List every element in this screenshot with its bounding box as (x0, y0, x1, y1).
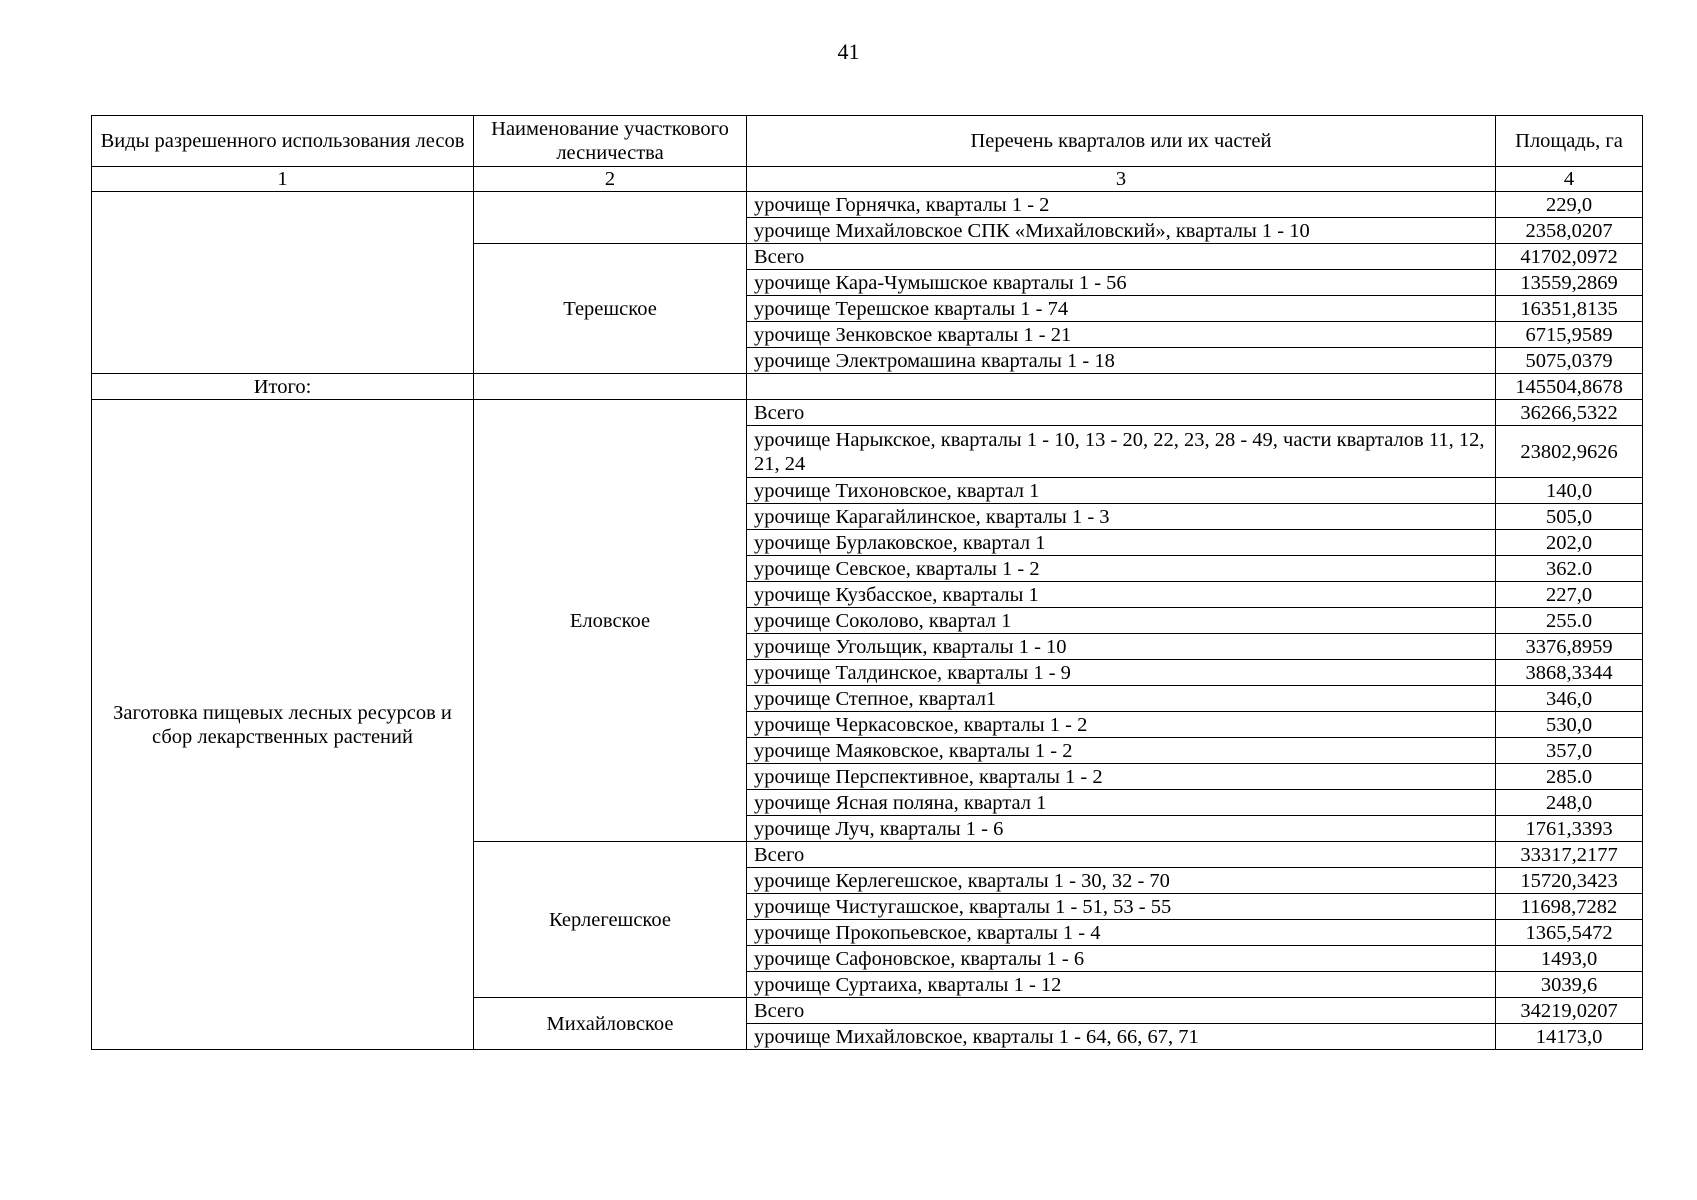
area-cell: 530,0 (1496, 712, 1643, 738)
area-cell: 285.0 (1496, 764, 1643, 790)
area-cell: 202,0 (1496, 530, 1643, 556)
quarters-cell: урочище Зенковское кварталы 1 - 21 (747, 322, 1496, 348)
area-cell: 11698,7282 (1496, 894, 1643, 920)
district-name-elovskoe: Еловское (474, 400, 747, 842)
column-number: 3 (747, 167, 1496, 192)
area-cell: 14173,0 (1496, 1024, 1643, 1050)
area-cell: 3376,8959 (1496, 634, 1643, 660)
area-cell: 227,0 (1496, 582, 1643, 608)
quarters-cell: урочище Карагайлинское, кварталы 1 - 3 (747, 504, 1496, 530)
header-area: Площадь, га (1496, 116, 1643, 167)
quarters-cell: урочище Электромашина кварталы 1 - 18 (747, 348, 1496, 374)
quarters-cell-empty (747, 374, 1496, 400)
table-row (92, 400, 1643, 426)
quarters-cell: урочище Севское, кварталы 1 - 2 (747, 556, 1496, 582)
quarters-cell: урочище Кузбасское, кварталы 1 (747, 582, 1496, 608)
district-cell-empty (474, 374, 747, 400)
area-cell: 2358,0207 (1496, 218, 1643, 244)
quarters-cell: урочище Угольщик, кварталы 1 - 10 (747, 634, 1496, 660)
area-cell: 1365,5472 (1496, 920, 1643, 946)
quarters-cell: урочище Керлегешское, кварталы 1 - 30, 32 - 70 (747, 868, 1496, 894)
quarters-cell: урочище Михайловское СПК «Михайловский», кварталы 1 - 10 (747, 218, 1496, 244)
quarters-cell: урочище Талдинское, кварталы 1 - 9 (747, 660, 1496, 686)
area-cell: 34219,0207 (1496, 998, 1643, 1024)
area-cell: 229,0 (1496, 192, 1643, 218)
quarters-cell: урочище Тихоновское, квартал 1 (747, 478, 1496, 504)
quarters-cell: урочище Перспективное, кварталы 1 - 2 (747, 764, 1496, 790)
quarters-cell: урочище Нарыкское, кварталы 1 - 10, 13 - 20, 22, 23, 28 - 49, части кварталов 11, 12, 21, 24 (747, 426, 1496, 478)
column-number-row (92, 167, 1643, 192)
forest-use-table (91, 115, 1643, 1050)
area-cell: 41702,0972 (1496, 244, 1643, 270)
table-header-row (92, 116, 1643, 167)
area-cell: 362.0 (1496, 556, 1643, 582)
area-cell: 23802,9626 (1496, 426, 1643, 478)
area-cell: 3039,6 (1496, 972, 1643, 998)
area-cell: 3868,3344 (1496, 660, 1643, 686)
area-cell: 255.0 (1496, 608, 1643, 634)
area-cell: 248,0 (1496, 790, 1643, 816)
quarters-cell: Всего (747, 998, 1496, 1024)
quarters-cell: урочище Суртаиха, кварталы 1 - 12 (747, 972, 1496, 998)
quarters-cell: Всего (747, 244, 1496, 270)
quarters-cell: урочище Кара-Чумышское кварталы 1 - 56 (747, 270, 1496, 296)
quarters-cell: урочище Прокопьевское, кварталы 1 - 4 (747, 920, 1496, 946)
area-cell: 5075,0379 (1496, 348, 1643, 374)
page-number: 41 (837, 39, 860, 64)
quarters-cell: урочище Сафоновское, кварталы 1 - 6 (747, 946, 1496, 972)
header-quarters: Перечень кварталов или их частей (747, 116, 1496, 167)
total-label: Итого: (92, 374, 474, 400)
quarters-cell: урочище Ясная поляна, квартал 1 (747, 790, 1496, 816)
use-type-food-resources: Заготовка пищевых лесных ресурсов и сбор лекарственных растений (92, 400, 474, 1050)
district-name-kerlegeshskoe: Керлегешское (474, 842, 747, 998)
column-number: 1 (92, 167, 474, 192)
area-cell: 140,0 (1496, 478, 1643, 504)
column-number: 4 (1496, 167, 1643, 192)
header-district: Наименование участкового лесничества (474, 116, 747, 167)
area-cell: 13559,2869 (1496, 270, 1643, 296)
area-cell: 1493,0 (1496, 946, 1643, 972)
quarters-cell: урочище Терешское кварталы 1 - 74 (747, 296, 1496, 322)
area-cell: 6715,9589 (1496, 322, 1643, 348)
use-type-cell-empty (92, 192, 474, 374)
area-cell: 357,0 (1496, 738, 1643, 764)
area-cell: 346,0 (1496, 686, 1643, 712)
area-cell: 505,0 (1496, 504, 1643, 530)
quarters-cell: урочище Черкасовское, кварталы 1 - 2 (747, 712, 1496, 738)
total-row (92, 374, 1643, 400)
area-cell: 36266,5322 (1496, 400, 1643, 426)
area-cell: 33317,2177 (1496, 842, 1643, 868)
quarters-cell: урочище Степное, квартал1 (747, 686, 1496, 712)
table-row (92, 192, 1643, 218)
area-cell: 15720,3423 (1496, 868, 1643, 894)
quarters-cell: урочище Луч, кварталы 1 - 6 (747, 816, 1496, 842)
quarters-cell: урочище Чистугашское, кварталы 1 - 51, 53 - 55 (747, 894, 1496, 920)
quarters-cell: Всего (747, 400, 1496, 426)
area-cell: 1761,3393 (1496, 816, 1643, 842)
quarters-cell: урочище Бурлаковское, квартал 1 (747, 530, 1496, 556)
quarters-cell: Всего (747, 842, 1496, 868)
quarters-cell: урочище Горнячка, кварталы 1 - 2 (747, 192, 1496, 218)
quarters-cell: урочище Соколово, квартал 1 (747, 608, 1496, 634)
quarters-cell: урочище Маяковское, кварталы 1 - 2 (747, 738, 1496, 764)
column-number: 2 (474, 167, 747, 192)
quarters-cell: урочище Михайловское, кварталы 1 - 64, 66, 67, 71 (747, 1024, 1496, 1050)
header-use-type: Виды разрешенного использования лесов (92, 116, 474, 167)
district-name-tereshskoe: Терешское (474, 244, 747, 374)
district-name-mikhailovskoe: Михайловское (474, 998, 747, 1050)
total-area: 145504,8678 (1496, 374, 1643, 400)
area-cell: 16351,8135 (1496, 296, 1643, 322)
district-cell-empty (474, 192, 747, 244)
